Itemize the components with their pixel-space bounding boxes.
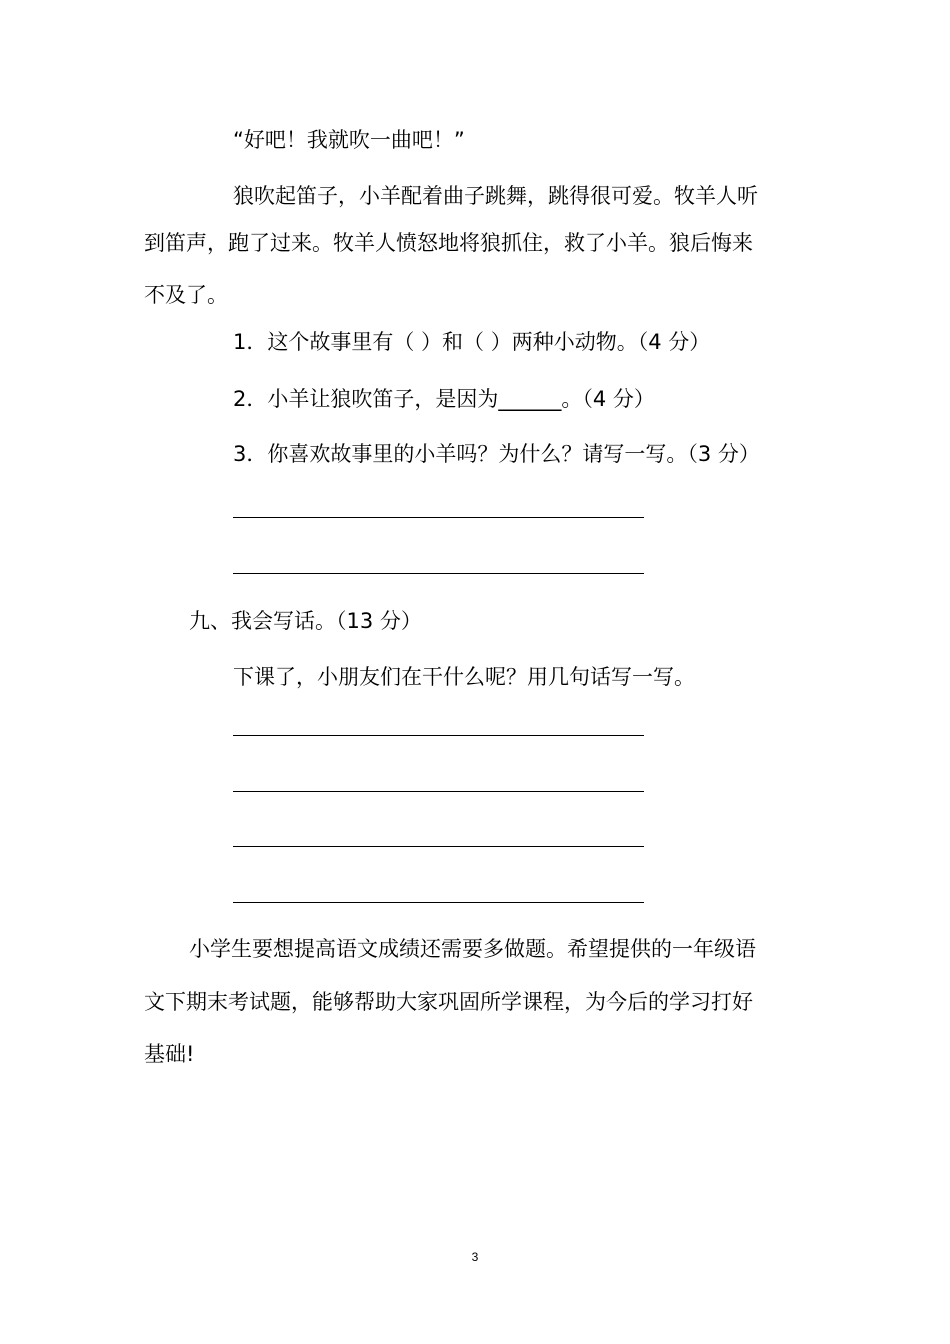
page-number: 3 bbox=[471, 1250, 479, 1264]
closing-line-2: 文下期末考试题，能够帮助大家巩固所学课程，为今后的学习打好 bbox=[144, 990, 753, 1014]
writing-blank-line[interactable] bbox=[233, 735, 644, 736]
story-line-2: 狼吹起笛子，小羊配着曲子跳舞，跳得很可爱。牧羊人听 bbox=[233, 184, 758, 208]
question-2: 2．小羊让狼吹笛子，是因为______。（4 分） bbox=[233, 387, 655, 411]
answer-blank-line[interactable] bbox=[233, 573, 644, 574]
story-line-1: “好吧！我就吹一曲吧！” bbox=[233, 128, 465, 152]
question-1: 1．这个故事里有（ ）和（ ）两种小动物。（4 分） bbox=[233, 330, 711, 354]
writing-blank-line[interactable] bbox=[233, 791, 644, 792]
writing-blank-line[interactable] bbox=[233, 846, 644, 847]
answer-blank-line[interactable] bbox=[233, 517, 644, 518]
closing-line-3: 基础! bbox=[144, 1042, 195, 1066]
story-line-4: 不及了。 bbox=[144, 283, 228, 307]
writing-blank-line[interactable] bbox=[233, 902, 644, 903]
section-9-heading: 九、我会写话。（13 分） bbox=[189, 609, 422, 633]
story-line-3: 到笛声，跑了过来。牧羊人愤怒地将狼抓住，救了小羊。狼后悔来 bbox=[144, 231, 753, 255]
closing-line-1: 小学生要想提高语文成绩还需要多做题。希望提供的一年级语 bbox=[189, 937, 756, 961]
section-9-prompt: 下课了，小朋友们在干什么呢？用几句话写一写。 bbox=[233, 665, 695, 689]
question-3: 3．你喜欢故事里的小羊吗？为什么？请写一写。（3 分） bbox=[233, 442, 760, 466]
